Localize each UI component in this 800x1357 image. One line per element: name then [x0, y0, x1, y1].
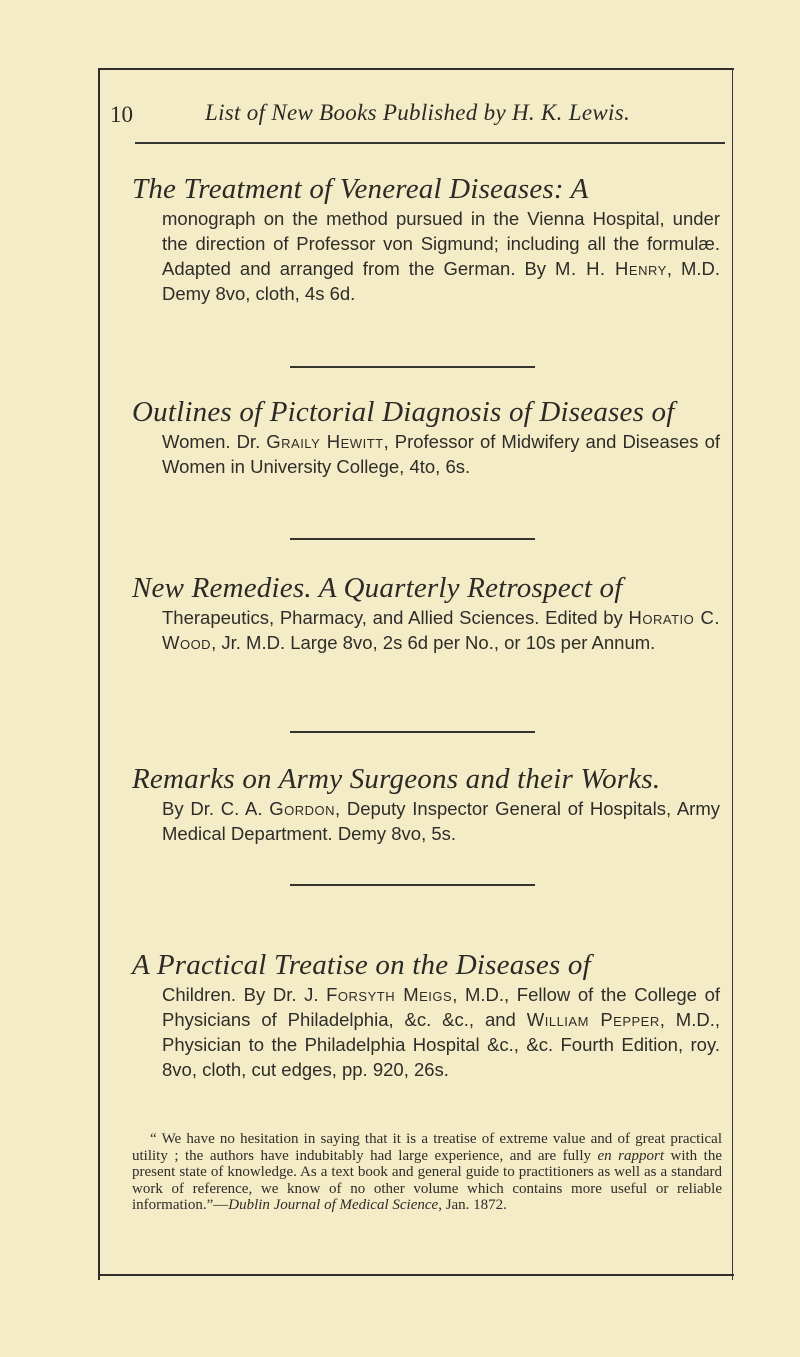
- quote-emphasis: en rapport: [597, 1147, 664, 1164]
- author-name: Forsyth Meigs: [326, 984, 453, 1005]
- header-rule: [135, 142, 725, 144]
- separator-rule: [290, 731, 535, 733]
- author-name: William Pepper: [526, 1009, 660, 1030]
- book-description: By Dr. C. A. Gordon, Deputy Inspector General of Hospitals, Army Medical Department. Demy 8vo, 5s.: [162, 798, 720, 844]
- book-description: monograph on the method pursued in the Vienna Hospital, under the direction of Professor von Sigmund; including all the formulæ. Adapted and arranged from the German. By M. H. Henry, M.D. Demy 8vo, cloth, 4s 6d.: [162, 208, 720, 304]
- page-frame-right: [732, 68, 733, 1280]
- book-title: Remarks on Army Surgeons and their Works.: [132, 763, 661, 795]
- page-frame-left: [98, 68, 100, 1280]
- separator-rule: [290, 366, 535, 368]
- book-entry: [132, 571, 720, 655]
- book-title: New Remedies. A Quarterly Retrospect of: [132, 572, 623, 604]
- separator-rule: [290, 538, 535, 540]
- book-description: Therapeutics, Pharmacy, and Allied Sciences. Edited by Horatio C. Wood, Jr. M.D. Large 8vo, 2s 6d per No., or 10s per Annum.: [162, 607, 720, 653]
- book-title: Outlines of Pictorial Diagnosis of Diseases of: [132, 396, 675, 428]
- author-name: Graily Hewitt: [266, 431, 384, 452]
- page-frame-bottom: [98, 1274, 734, 1276]
- book-title: The Treatment of Venereal Diseases: A: [132, 173, 589, 205]
- page-number: 10: [110, 102, 133, 127]
- author-name: Horatio C. Wood: [162, 607, 720, 653]
- book-entry: [132, 948, 720, 1082]
- page-frame-top: [98, 68, 734, 70]
- review-quote: “ We have no hesitation in saying that it is a treatise of extreme value and of great practical utility ; the authors have indubitably had large experience, and are fully en rapport with the present state of knowledge. As a text book and general guide to practitioners as well as a standard work of reference, we know of no other volume which contains more useful or reliable information.”—Dublin Journal of Medical Science, Jan. 1872.: [132, 1131, 722, 1213]
- quote-source: Dublin Journal of Medical Science: [228, 1197, 439, 1213]
- book-description: Children. By Dr. J. Forsyth Meigs, M.D., Fellow of the College of Physicians of Philadelphia, &c. &c., and William Pepper, M.D., Physician to the Philadelphia Hospital &c., &c. Fourth Edition, roy. 8vo, cloth, cut edges, pp. 920, 26s.: [162, 984, 720, 1080]
- book-entry: [132, 172, 720, 306]
- author-name: M. H. Henry: [555, 258, 667, 279]
- book-entry: [132, 395, 720, 479]
- running-title: List of New Books Published by H. K. Lewis.: [205, 100, 630, 125]
- page-header: [110, 100, 720, 136]
- author-name: Gordon: [269, 798, 335, 819]
- book-entry: [132, 762, 720, 846]
- book-description: Women. Dr. Graily Hewitt, Professor of Midwifery and Diseases of Women in University College, 4to, 6s.: [162, 431, 720, 477]
- book-title: A Practical Treatise on the Diseases of: [132, 949, 591, 981]
- separator-rule: [290, 884, 535, 886]
